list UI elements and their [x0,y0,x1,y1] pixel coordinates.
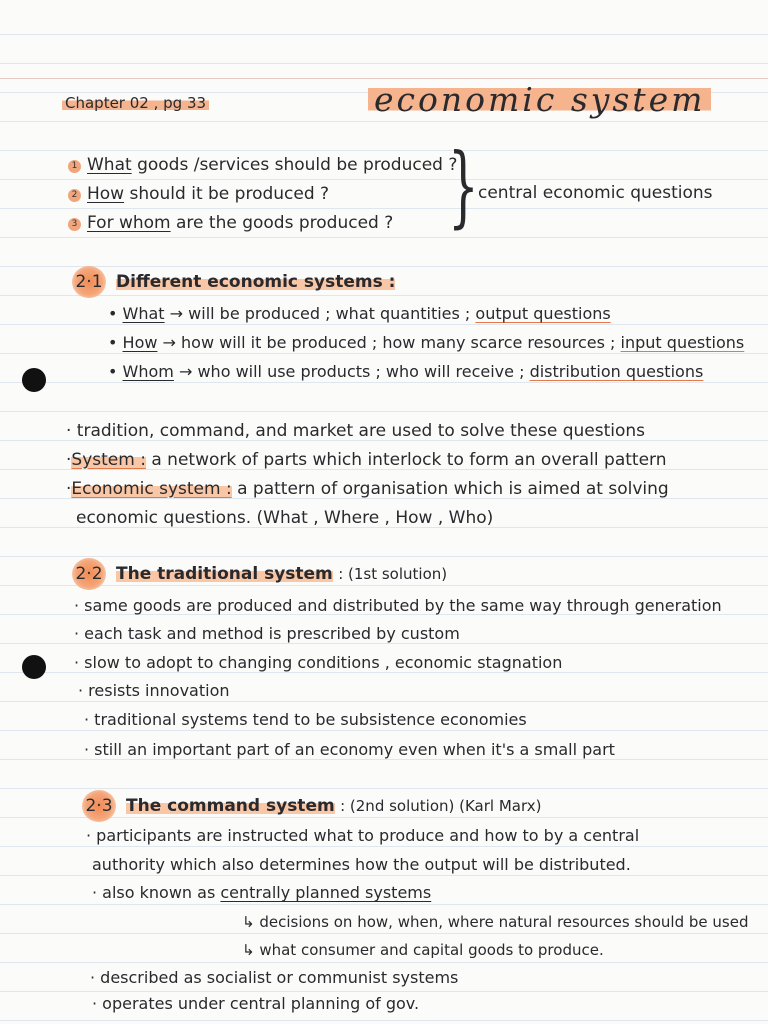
section-number-badge: 2·2 [72,558,106,590]
bullet-whom: • Whom → who will use products ; who will receive ; distribution questions [108,362,704,381]
economic-system-definition-cont: economic questions. (What , Where , How , Who) [76,508,494,528]
number-badge: 2 [68,189,81,202]
command-arrow-2: ↳ what consumer and capital goods to produce. [242,941,604,959]
definition-intro: · tradition, command, and market are used to solve these questions [66,421,646,441]
number-badge: 1 [68,160,81,173]
section-number-badge: 2·1 [72,266,106,298]
command-aka: · also known as centrally planned systems [92,883,432,902]
page-title: economic system [368,80,711,119]
system-definition: ·System : a network of parts which interlock to form an overall pattern [66,450,667,470]
command-line-5: · described as socialist or communist systems [90,968,459,987]
command-line-2: authority which also determines how the output will be distributed. [92,855,631,874]
section-2-2-heading: 2·2 The traditional system : (1st solution) [72,558,447,590]
chapter-label: Chapter 02 , pg 33 [62,93,209,113]
question-2: 2 How should it be produced ? [68,184,329,204]
command-line-1: · participants are instructed what to produce and how to by a central [86,826,640,845]
traditional-bullet-1: · same goods are produced and distributed by the same way through generation [74,596,722,615]
bullet-how: • How → how will it be produced ; how many scarce resources ; input questions [108,333,745,352]
bullet-what: • What → will be produced ; what quantities ; output questions [108,304,611,323]
economic-system-definition: ·Economic system : a pattern of organisation which is aimed at solving [66,479,669,499]
section-number-badge: 2·3 [82,790,116,822]
section-2-1-heading: 2·1 Different economic systems : [72,266,395,298]
question-3: 3 For whom are the goods produced ? [68,213,393,233]
traditional-bullet-6: · still an important part of an economy even when it's a small part [84,740,615,759]
command-line-6: · operates under central planning of gov. [92,994,420,1013]
question-1: 1 What goods /services should be produced ? [68,155,457,175]
brace-symbol: } [448,134,479,237]
central-questions-label: central economic questions [478,183,713,203]
traditional-bullet-4: · resists innovation [78,681,230,700]
traditional-bullet-3: · slow to adopt to changing conditions , economic stagnation [74,653,563,672]
traditional-bullet-2: · each task and method is prescribed by custom [74,624,460,643]
traditional-bullet-5: · traditional systems tend to be subsistence economies [84,710,527,729]
binder-hole [22,368,46,392]
section-2-3-heading: 2·3 The command system : (2nd solution) (Karl Marx) [82,790,541,822]
command-arrow-1: ↳ decisions on how, when, where natural resources should be used [242,913,749,931]
margin-line [0,78,768,79]
number-badge: 3 [68,218,81,231]
binder-hole [22,655,46,679]
